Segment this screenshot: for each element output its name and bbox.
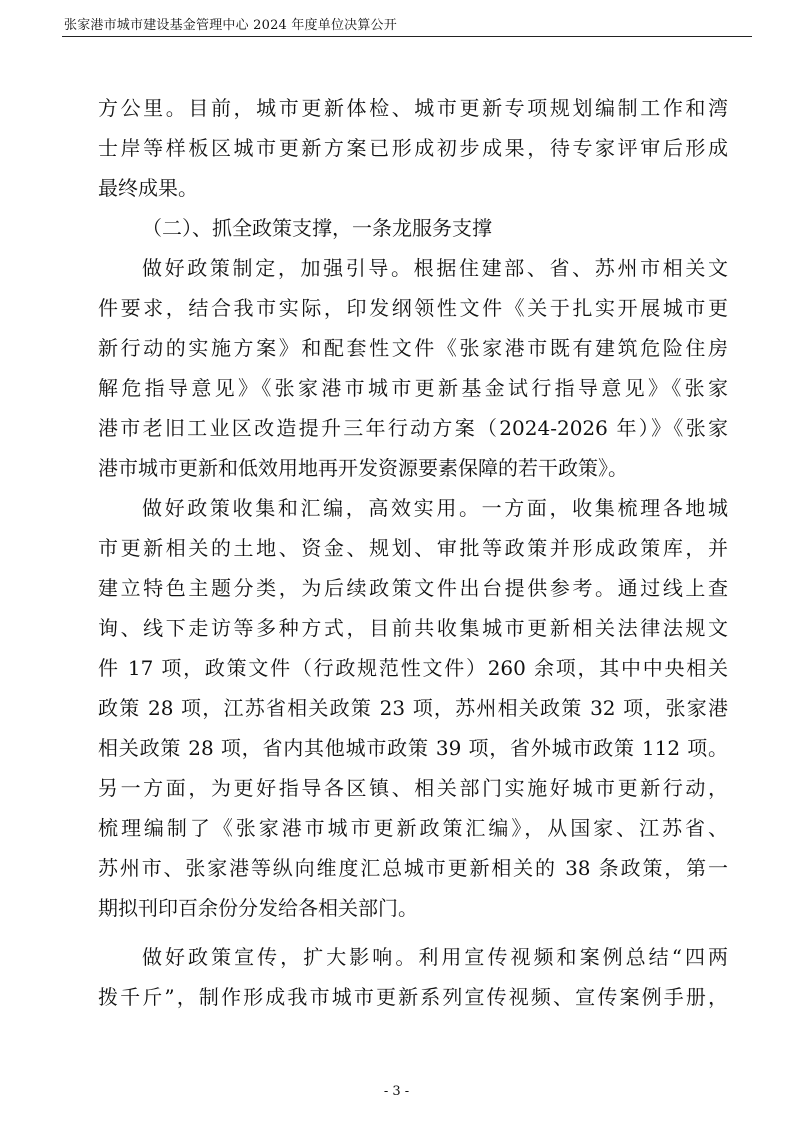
text-line: 另一方面，为更好指导各区镇、相关部门实施好城市更新行动， — [98, 776, 728, 800]
text-line: 最终成果。 — [98, 176, 198, 200]
text-line: 市更新相关的土地、资金、规划、审批等政策并形成政策库，并 — [98, 536, 728, 560]
text-line: 做好政策宣传，扩大影响。利用宣传视频和案例总结“四两 — [142, 945, 728, 969]
text-line: 士岸等样板区城市更新方案已形成初步成果，待专家评审后形成 — [98, 136, 728, 160]
text-line: 期拟刊印百余份分发给各相关部门。 — [98, 896, 418, 920]
header-title: 张家港市城市建设基金管理中心 2024 年度单位决算公开 — [64, 18, 397, 33]
text-line: 方公里。目前，城市更新体检、城市更新专项规划编制工作和湾 — [98, 96, 728, 120]
text-line: 做好政策收集和汇编，高效实用。一方面，收集梳理各地城 — [142, 496, 728, 520]
text-line: 解危指导意见》《张家港市城市更新基金试行指导意见》《张家 — [98, 376, 728, 400]
text-line: 港市城市更新和低效用地再开发资源要素保障的若干政策》。 — [98, 456, 628, 480]
text-line: 新行动的实施方案》和配套性文件《张家港市既有建筑危险住房 — [98, 336, 728, 360]
text-line: 建立特色主题分类，为后续政策文件出台提供参考。通过线上查 — [98, 576, 728, 600]
text-line: 政策 28 项，江苏省相关政策 23 项，苏州相关政策 32 项，张家港 — [98, 696, 728, 720]
text-line: 相关政策 28 项，省内其他城市政策 39 项，省外城市政策 112 项。 — [98, 736, 728, 760]
text-line: 件要求，结合我市实际，印发纲领性文件《关于扎实开展城市更 — [98, 296, 728, 320]
document-body — [98, 88, 728, 1017]
section-heading: （二）、抓全政策支撑，一条龙服务支撑 — [142, 216, 492, 240]
text-line: 询、线下走访等多种方式，目前共收集城市更新相关法律法规文 — [98, 616, 728, 640]
text-line: 港市老旧工业区改造提升三年行动方案（2024-2026 年）》《张家 — [98, 416, 728, 440]
text-line: 苏州市、张家港等纵向维度汇总城市更新相关的 38 条政策，第一 — [98, 856, 728, 880]
text-line: 件 17 项，政策文件（行政规范性文件）260 余项，其中中央相关 — [98, 656, 728, 680]
text-line: 梳理编制了《张家港市城市更新政策汇编》，从国家、江苏省、 — [98, 816, 728, 840]
text-line: 拨千斤”，制作形成我市城市更新系列宣传视频、宣传案例手册， — [98, 985, 728, 1009]
page-number: - 3 - — [383, 1084, 410, 1099]
page-header — [62, 12, 752, 37]
text-line: 做好政策制定，加强引导。根据住建部、省、苏州市相关文 — [142, 256, 728, 280]
